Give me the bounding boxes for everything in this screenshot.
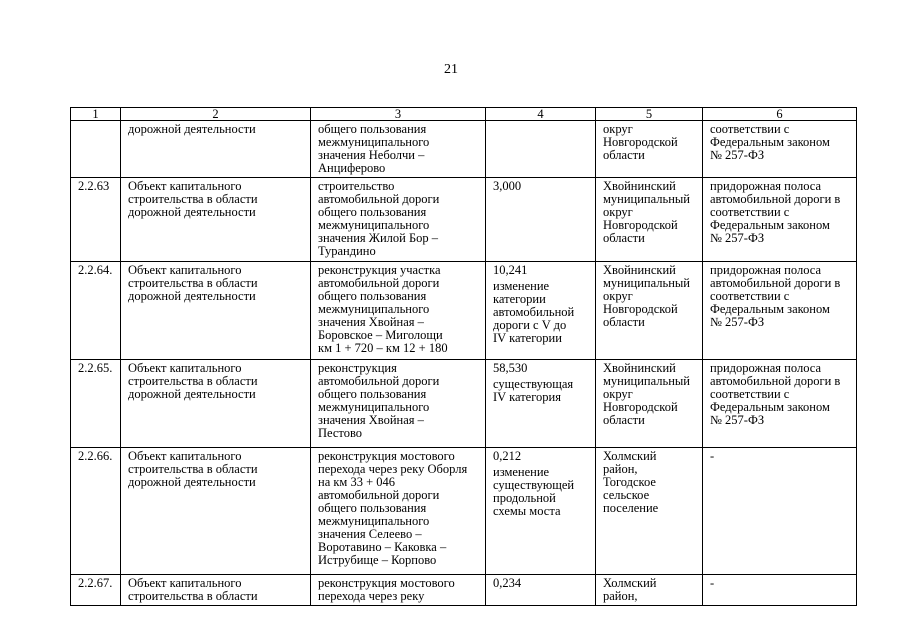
value-text: 10,241 [493, 263, 528, 277]
value-cell [486, 262, 596, 360]
table-row [71, 178, 857, 262]
location-cell: Холмский район, Тогодское сельское поселение [596, 448, 703, 575]
header-cell: 3 [311, 108, 486, 121]
zone-cell: придорожная полоса автомобильной дороги в соответствии с Федеральным законом № 257-ФЗ [703, 360, 857, 448]
zone-cell: - [703, 575, 857, 606]
action-cell: реконструкция автомобильной дороги общего пользования межмуниципального значения Хвойная – Пестово [311, 360, 486, 448]
object-cell: Объект капитального строительства в области дорожной деятельности [121, 262, 311, 360]
zone-cell: придорожная полоса автомобильной дороги в соответствии с Федеральным законом № 257-ФЗ [703, 178, 857, 262]
zone-cell: соответствии с Федеральным законом № 257-ФЗ [703, 121, 857, 178]
action-cell: реконструкция мостового перехода через реку Оборля на км 33 + 046 автомобильной дороги общего пользования межмуниципального значения Селеево – Воротавино – Каковка – Иструбище – Корпово [311, 448, 486, 575]
header-cell: 2 [121, 108, 311, 121]
action-cell: реконструкция мостового перехода через реку [311, 575, 486, 606]
header-cell: 6 [703, 108, 857, 121]
row-number: 2.2.67. [71, 575, 121, 606]
header-cell: 5 [596, 108, 703, 121]
value-note: изменение существующей продольной схемы моста [493, 465, 575, 518]
row-number: 2.2.66. [71, 448, 121, 575]
table-row [71, 262, 857, 360]
object-cell: Объект капитального строительства в области дорожной деятельности [121, 360, 311, 448]
value-text: 58,530 [493, 361, 528, 375]
value-text: 0,234 [493, 576, 522, 590]
location-cell: округ Новгородской области [596, 121, 703, 178]
zone-cell: придорожная полоса автомобильной дороги в соответствии с Федеральным законом № 257-ФЗ [703, 262, 857, 360]
value-note: существующая IV категория [493, 377, 574, 404]
table-row [71, 448, 857, 575]
page-number: 21 [444, 62, 458, 77]
value-note: изменение категории автомобильной дороги с V до IV категории [493, 279, 575, 345]
value-text: 3,000 [493, 179, 522, 193]
row-number: 2.2.64. [71, 262, 121, 360]
object-cell: дорожной деятельности [121, 121, 311, 178]
row-number [71, 121, 121, 178]
header-cell: 1 [71, 108, 121, 121]
planning-table [70, 107, 857, 606]
table-row [71, 121, 857, 178]
value-cell [486, 575, 596, 606]
value-cell [486, 448, 596, 575]
location-cell: Хвойнинский муниципальный округ Новгородской области [596, 262, 703, 360]
value-cell [486, 178, 596, 262]
value-cell [486, 121, 596, 178]
header-row [71, 108, 857, 121]
table-row [71, 360, 857, 448]
location-cell: Хвойнинский муниципальный округ Новгородской области [596, 178, 703, 262]
zone-cell: - [703, 448, 857, 575]
object-cell: Объект капитального строительства в области дорожной деятельности [121, 178, 311, 262]
action-cell: строительство автомобильной дороги общего пользования межмуниципального значения Жилой Бор – Турандино [311, 178, 486, 262]
value-text: 0,212 [493, 449, 522, 463]
header-cell: 4 [486, 108, 596, 121]
object-cell: Объект капитального строительства в области [121, 575, 311, 606]
location-cell: Холмский район, [596, 575, 703, 606]
object-cell: Объект капитального строительства в области дорожной деятельности [121, 448, 311, 575]
action-cell: реконструкция участка автомобильной дороги общего пользования межмуниципального значения Хвойная – Боровское – Миголощи км 1 + 720 – км 12 + 180 [311, 262, 486, 360]
row-number: 2.2.63 [71, 178, 121, 262]
action-cell: общего пользования межмуниципального значения Неболчи – Анциферово [311, 121, 486, 178]
row-number: 2.2.65. [71, 360, 121, 448]
value-cell [486, 360, 596, 448]
location-cell: Хвойнинский муниципальный округ Новгородской области [596, 360, 703, 448]
table-row [71, 575, 857, 606]
